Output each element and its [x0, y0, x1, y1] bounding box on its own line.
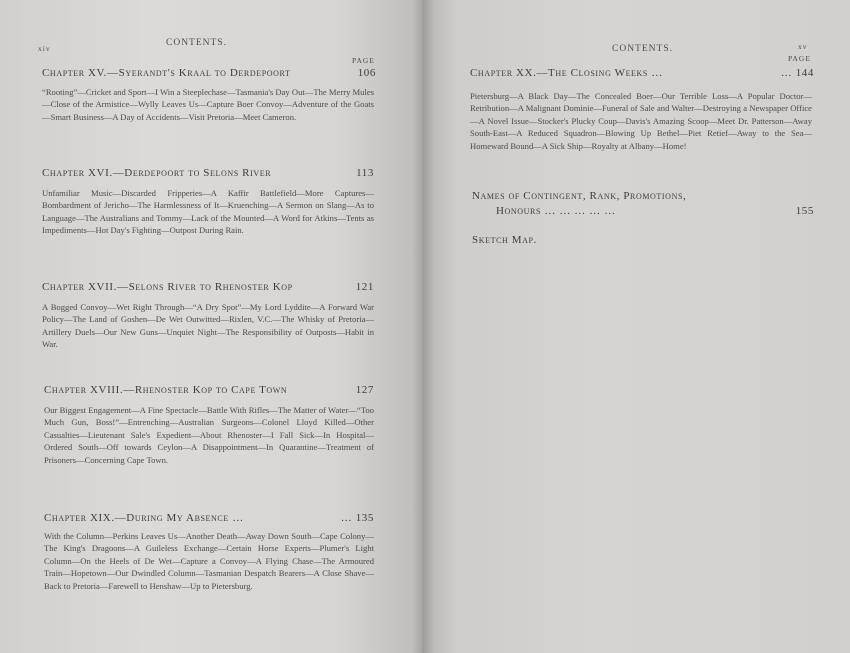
left-folio: xiv: [38, 44, 51, 53]
chapter-page-number: … 135: [340, 512, 374, 524]
chapter-summary: Unfamiliar Music—Discarded Fripperies—A Kaffir Battlefield—More Captures—Bombardment of Jericho—The Harmlessness of It—Kruenching—A Sermon on Slang—As to Language—The Australians and Tommy—Lack of the Mounted—A Word for Atkins—Tents as Impediments—Hot Day's Fighting—Outpost During Rain.: [42, 188, 374, 236]
chapter-summary: Pietersburg—A Black Day—The Concealed Boer—Our Terrible Loss—A Popular Doctor—Retribution—A Malignant Dominie—Funeral of Sale and Walter—Destroying a Newspaper Office—A Novel Issue—Stocker's Plucky Coup—Davis's Amazing Scoop—Meet Dr. Patterson—Away South-East—A Reduced Squadron—Blowing Up Bethel—Piet Retief—Away to the Sea—Homeward Bound—A Sick Ship—Royalty at Albany—Home!: [470, 91, 812, 151]
chapter-heading: [470, 67, 814, 79]
chapter-summary: With the Column—Perkins Leaves Us—Another Death—Away Down South—Cape Colony—The King's Dragoons—A Guileless Exchange—Certain Horse Experts—Plumer's Light Column—On the Heels of De Wet—Capture a Convoy—A Flying Chase—The Armoured Train—Hopetown—Our Dwindled Column—Tasmanian Despatch Bearers—A Close Shave—Back to Pretoria—Farewell to Henshaw—Up to Pietersburg.: [44, 531, 374, 591]
right-running-head: CONTENTS.: [612, 44, 673, 54]
right-page-label: PAGE: [788, 54, 811, 63]
chapter-heading: [42, 167, 374, 179]
chapter-summary: “Rooting”—Cricket and Sport—I Win a Steeplechase—Tasmania's Day Out—The Merry Mules—Close of the Armistice—Wylly Leaves Us—Capture Boer Convoy—Adventure of the Goats—Smart Business—A Day of Accidents—Visit Pretoria—Meet Cameron.: [42, 87, 374, 122]
chapter-title: Chapter XVII.—Selons River to Rhenoster Kop: [42, 281, 293, 293]
appendix-page-number: 155: [795, 205, 814, 217]
chapter-heading: [44, 384, 374, 396]
chapter-page-number: 106: [357, 67, 376, 79]
chapter-summary: Our Biggest Engagement—A Fine Spectacle—Battle With Rifles—The Matter of Water—“Too Much Gun, Boss!”—Entrenching—Australian Surgeons—Colonel Lloyd Killed—Other Casualties—Lieutenant Sale's Expedient—About Rhenoster—I Fall Sick—In Hospital—Ordered South—Off towards Ceylon—A Disappointment—In Quarantine—Treatment of Prisoners—Concerning Cape Town.: [44, 405, 374, 465]
chapter-page-number: 113: [356, 167, 374, 179]
chapter-summary: A Bogged Convoy—Wet Right Through—“A Dry Spot”—My Lord Lyddite—A Forward War Policy—The Land of Goshen—De Wet Outwitted—Rixlen, V.C.—The Whisky of Pretoria—Artillery Duels—Our New Guns—Unquiet Night—The Responsibility of Outposts—Habit in War.: [42, 302, 374, 350]
chapter-heading: [42, 67, 376, 79]
chapter-page-number: 127: [355, 384, 374, 396]
left-running-head: CONTENTS.: [166, 38, 227, 48]
appendix-title: Honours … … … … …: [496, 205, 616, 217]
sketch-map-entry: Sketch Map.: [472, 234, 537, 246]
chapter-heading: [42, 281, 374, 293]
chapter-title: Chapter XVIII.—Rhenoster Kop to Cape Town: [44, 384, 288, 396]
chapter-page-number: … 144: [780, 67, 814, 79]
chapter-page-number: 121: [355, 281, 374, 293]
appendix-heading-line1: Names of Contingent, Rank, Promotions,: [472, 190, 687, 202]
appendix-heading-line2: [496, 205, 814, 217]
chapter-heading: [44, 512, 374, 524]
chapter-title: Chapter XV.—Syerandt's Kraal to Derdepoort: [42, 67, 291, 79]
right-folio: xv: [798, 42, 808, 51]
left-page-label: PAGE: [352, 56, 375, 65]
chapter-title: Chapter XX.—The Closing Weeks …: [470, 67, 663, 79]
chapter-title: Chapter XVI.—Derdepoort to Selons River: [42, 167, 272, 179]
book-gutter: [412, 0, 434, 653]
left-page: [0, 0, 422, 653]
right-page: [422, 0, 850, 653]
chapter-title: Chapter XIX.—During My Absence …: [44, 512, 244, 524]
